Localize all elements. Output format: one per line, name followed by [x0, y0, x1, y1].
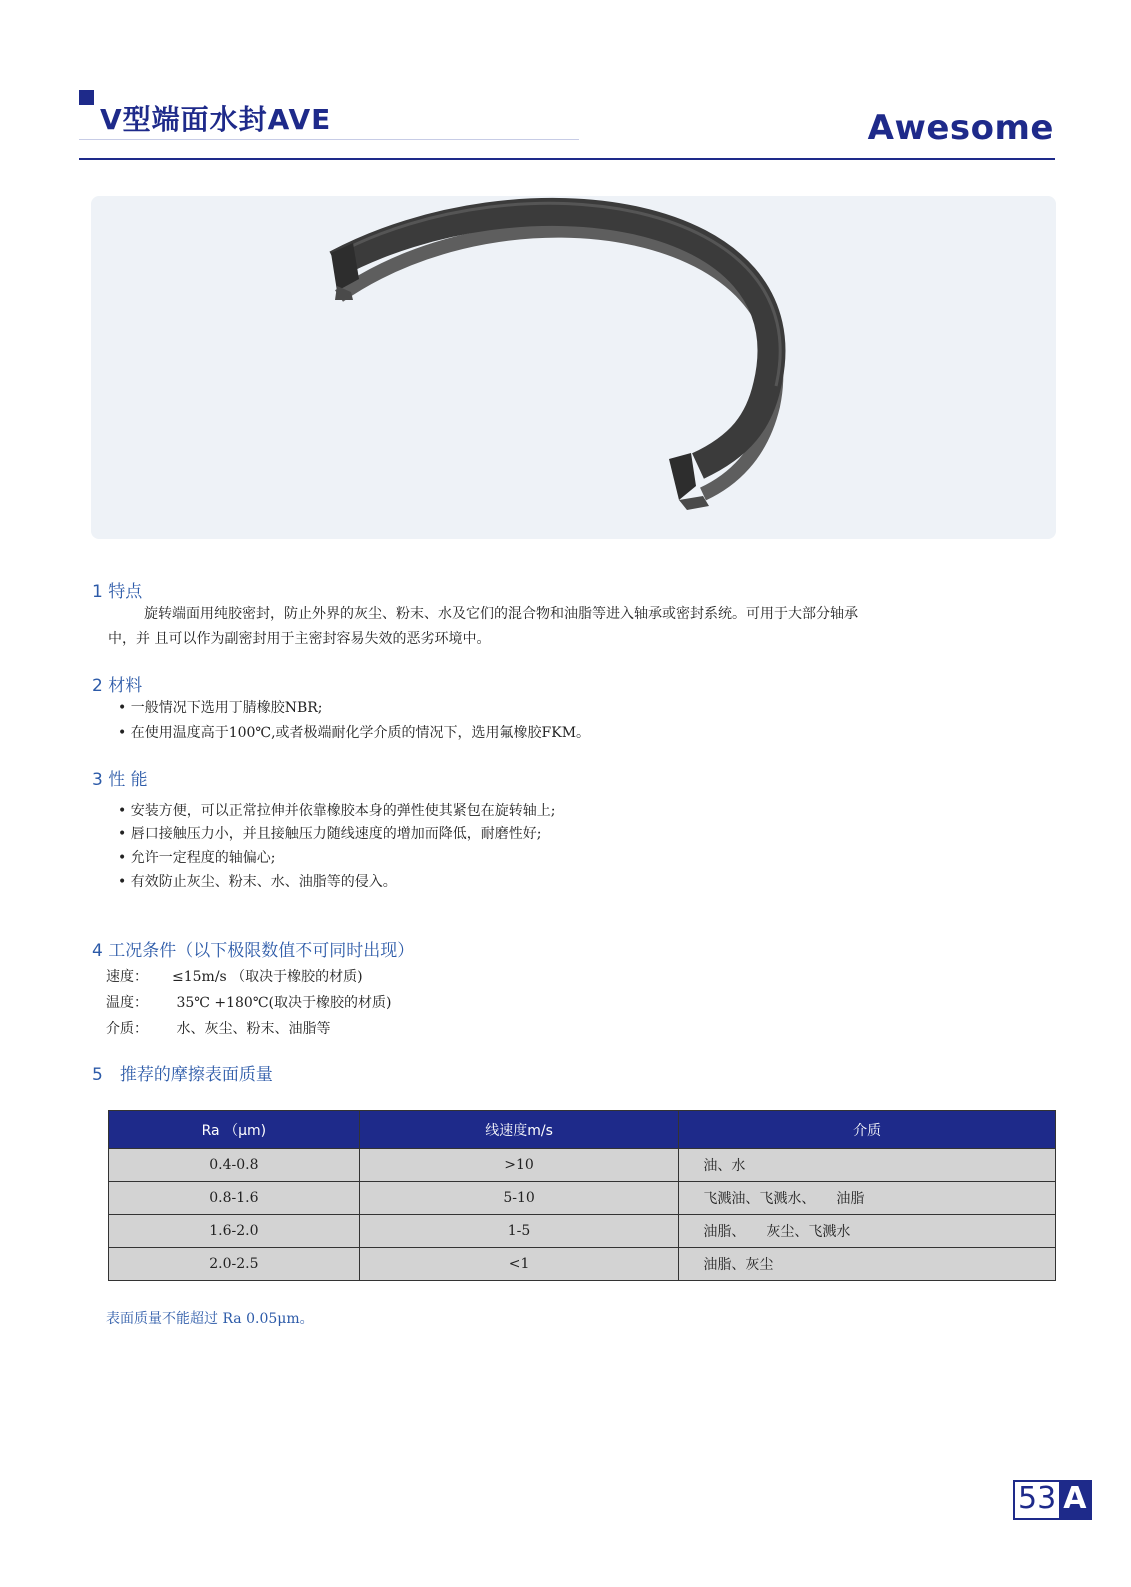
- table-row: [109, 1215, 1056, 1248]
- cell-ra: 0.8-1.6: [109, 1182, 360, 1215]
- condition-temperature: [106, 992, 391, 1012]
- cell-ra: 0.4-0.8: [109, 1149, 360, 1182]
- product-image: [91, 196, 1056, 539]
- table-row: [109, 1149, 1056, 1182]
- section-heading-performance: 3 性 能: [92, 770, 148, 790]
- section-heading-conditions: 4 工况条件（以下极限数值不可同时出现）: [92, 941, 415, 961]
- page-letter: A: [1059, 1482, 1090, 1518]
- section-heading-features: 1 特点: [92, 582, 143, 602]
- cell-medium: 油脂、灰尘: [679, 1248, 1056, 1281]
- condition-speed: [106, 966, 363, 986]
- cell-medium: 飞溅油、飞溅水、 油脂: [679, 1182, 1056, 1215]
- page-title: V型端面水封AVE: [100, 103, 332, 136]
- title-marker: [79, 90, 94, 105]
- header-divider: [79, 158, 1055, 160]
- condition-value: 35℃ +180℃(取决于橡胶的材质): [172, 995, 392, 1011]
- condition-value: 水、灰尘、粉末、油脂等: [172, 1021, 331, 1037]
- column-header-speed: 线速度m/s: [359, 1111, 679, 1149]
- surface-quality-table: [108, 1110, 1056, 1281]
- performance-bullet: • 唇口接触压力小，并且接触压力随线速度的增加而降低，耐磨性好;: [118, 826, 542, 842]
- condition-value: ≤15m/s （取决于橡胶的材质): [172, 969, 363, 985]
- page-number: 53: [1018, 1481, 1057, 1516]
- features-line-2: 中，并 且可以作为副密封用于主密封容易失效的恶劣环境中。: [108, 631, 491, 647]
- condition-label: 温度：: [106, 995, 148, 1011]
- title-underline: [79, 139, 579, 140]
- cell-ra: 2.0-2.5: [109, 1248, 360, 1281]
- condition-label: 介质：: [106, 1021, 148, 1037]
- cell-medium: 油、水: [679, 1149, 1056, 1182]
- performance-bullet: • 有效防止灰尘、粉末、水、油脂等的侵入。: [118, 874, 397, 890]
- brand-logo: Awesome: [867, 108, 1054, 148]
- section-heading-materials: 2 材料: [92, 676, 143, 696]
- cell-ra: 1.6-2.0: [109, 1215, 360, 1248]
- column-header-ra: Ra （μm): [109, 1111, 360, 1149]
- cell-speed: >10: [359, 1149, 679, 1182]
- performance-bullet: • 允许一定程度的轴偏心;: [118, 850, 276, 866]
- condition-medium: [106, 1018, 330, 1038]
- cell-speed: 5-10: [359, 1182, 679, 1215]
- table-row: [109, 1182, 1056, 1215]
- v-ring-seal-illustration: [91, 196, 1056, 539]
- table-row: [109, 1248, 1056, 1281]
- table-header-row: [109, 1111, 1056, 1149]
- cell-medium: 油脂、 灰尘、飞溅水: [679, 1215, 1056, 1248]
- surface-note: 表面质量不能超过 Ra 0.05μm。: [106, 1311, 314, 1327]
- section-heading-surface: 5 推荐的摩擦表面质量: [92, 1065, 273, 1085]
- cell-speed: <1: [359, 1248, 679, 1281]
- materials-bullet: • 在使用温度高于100℃,或者极端耐化学介质的情况下，选用氟橡胶FKM。: [118, 725, 591, 741]
- page-number-badge: [1013, 1480, 1092, 1520]
- performance-bullet: • 安装方便，可以正常拉伸并依靠橡胶本身的弹性使其紧包在旋转轴上;: [118, 803, 556, 819]
- cell-speed: 1-5: [359, 1215, 679, 1248]
- column-header-medium: 介质: [679, 1111, 1056, 1149]
- features-text: [108, 602, 1043, 652]
- condition-label: 速度：: [106, 969, 148, 985]
- materials-bullet: • 一般情况下选用丁腈橡胶NBR;: [118, 700, 323, 716]
- features-line-1: 旋转端面用纯胶密封，防止外界的灰尘、粉末、水及它们的混合物和油脂等进入轴承或密封系统。可用于大部分轴承: [144, 606, 858, 622]
